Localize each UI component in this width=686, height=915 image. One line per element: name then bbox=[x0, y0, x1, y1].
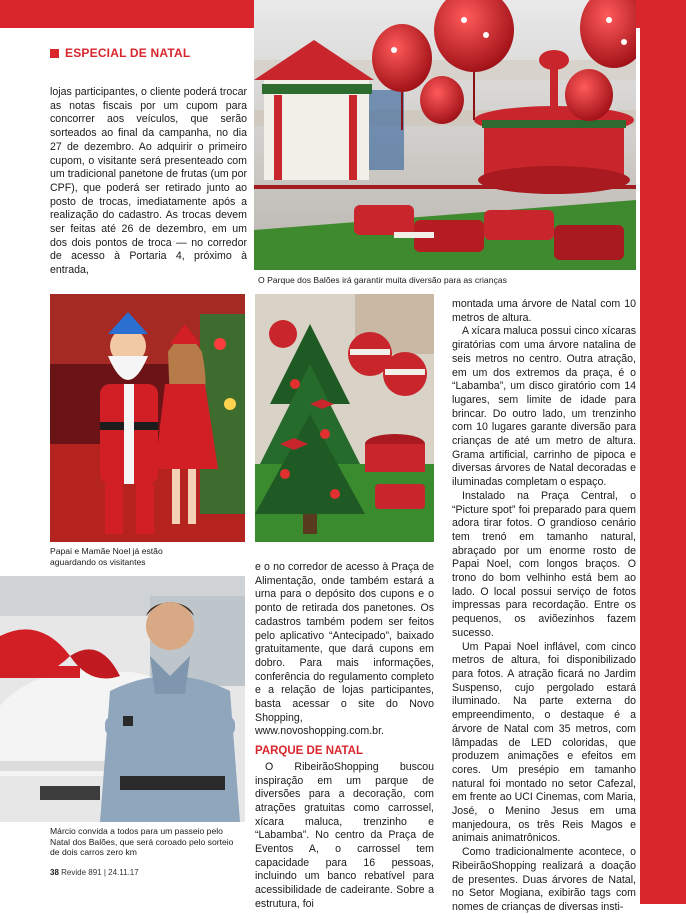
section-label: ESPECIAL DE NATAL bbox=[65, 46, 191, 60]
balloon-park-image bbox=[254, 0, 636, 270]
magazine-issue: Revide 891 | 24.11.17 bbox=[61, 868, 139, 877]
section-square-icon bbox=[50, 49, 59, 58]
marcio-photo bbox=[0, 576, 245, 822]
column-3-text bbox=[452, 298, 636, 915]
col3-paragraph: Como tradicionalmente acontece, o RibeirãoShopping realizará a doação de presentes. Duas árvores de Natal, no Setor Mogiana, exibirão tags com nomes de crianças de diversas insti- bbox=[452, 846, 636, 913]
christmas-tree-image bbox=[255, 294, 434, 542]
balloon-park-photo bbox=[254, 0, 636, 270]
column-2-text bbox=[255, 561, 434, 912]
col3-paragraph: Instalado na Praça Central, o “Picture spot” foi preparado para quem adora tirar fotos. O grandioso cenário tem trenó em tamanho natural, abraçado por um enorme rosto de Papai Noel, com longos braços. O trono do bom velhinho está bem ao lado. O local possui serviço de fotos impressas para recordação. Entre os pequenos, os aviõezinhos fazem sucesso. bbox=[452, 489, 636, 639]
christmas-tree-photo bbox=[255, 294, 434, 542]
col1-paragraph: lojas participantes, o cliente poderá trocar as notas fiscais por um cupom para concorrer aos veículos, que serão sorteados ao final da campanha, no dia 27 de dezembro. Ao adquirir o primeiro cupom, o visitante será presenteado com um tradicional panetone de frutas (um por CPF), que poderá ser retirado junto ao posto de trocas, imediatamente após a realização do cadastro. As trocas devem ser feitas até 26 de dezembro, em um dos dois pontos de troca — no corredor de acesso à Portaria 4, próximo à entrada, bbox=[50, 86, 247, 277]
page-number: 38 bbox=[50, 868, 59, 877]
col3-paragraph: montada uma árvore de Natal com 10 metros de altura. bbox=[452, 298, 636, 324]
column-1-text bbox=[50, 86, 247, 278]
right-red-band bbox=[640, 0, 686, 904]
col3-paragraph: A xícara maluca possui cinco xícaras giratórias com uma árvore natalina de seis metros no centro. Outra atração, em um dos extremos da praça, é o “Labamba”, um disco giratório com 14 lugares, sem limite de idade para brincar. Do outro lado, um trenzinho com 10 lugares garante diversão para crianças de até um metro de altura. Grama artificial, carrinho de pipoca e diversas árvores de Natal decoradas e iluminadas completam o espaço. bbox=[452, 325, 636, 489]
santa-couple-image bbox=[50, 294, 245, 542]
santa-couple-photo bbox=[50, 294, 245, 542]
section-tag bbox=[50, 46, 190, 60]
marcio-caption: Márcio convida a todos para um passeio pelo Natal dos Balões, que será coroado pelo sorteio de dois carros zero km bbox=[50, 826, 234, 858]
parque-heading: PARQUE DE NATAL bbox=[255, 745, 363, 758]
col3-paragraph: Um Papai Noel inflável, com cinco metros de altura, foi disponibilizado para fotos. A atração ficará no Jardim Suspenso, cujo pergolado estará iluminado. Na parte externa do empreendimento, o destaque é a árvore de Natal com 35 metros, com lâmpadas de LED coloridas, que produzem animações e efeitos em cores. Um presépio em tamanho natural foi montado no setor Cafezal, em frente ao UCI Cinemas, com Maria, José, o Menino Jesus em uma manjedoura, os três Reis Magos e animais animatrônicos. bbox=[452, 640, 636, 845]
col2-paragraph-after-heading: O RibeirãoShopping buscou inspiração em um parque de diversões para a decoração, com atrações gratuitas como carrossel, xícara maluca, trenzinho e “Labamba”. No centro da Praça de Eventos A, o carrossel tem capacidade para 16 pessoas, incluindo um banco rebatível para acessibilidade de cadeirante. Sobre a estrutura, foi bbox=[255, 760, 434, 910]
santa-couple-caption: Papai e Mamãe Noel já estão aguardando os visitantes bbox=[50, 546, 163, 567]
marcio-image bbox=[0, 576, 245, 822]
col2-paragraph: e o no corredor de acesso à Praça de Alimentação, onde também estará a urna para o depósito dos cupons e o ponto de retirada dos panetones. Os cadastros também podem ser feitos pelo aplicativo “Antecipado”, baixado gratuitamente, que dará cupons em dobro. Para mais informações, conferência do regulamento completo e a relação de lojas participantes, basta acessar o site do Novo Shopping, www.novoshopping.com.br. bbox=[255, 561, 434, 738]
page-footer bbox=[50, 868, 139, 877]
balloon-park-caption: O Parque dos Balões irá garantir muita diversão para as crianças bbox=[258, 275, 507, 285]
